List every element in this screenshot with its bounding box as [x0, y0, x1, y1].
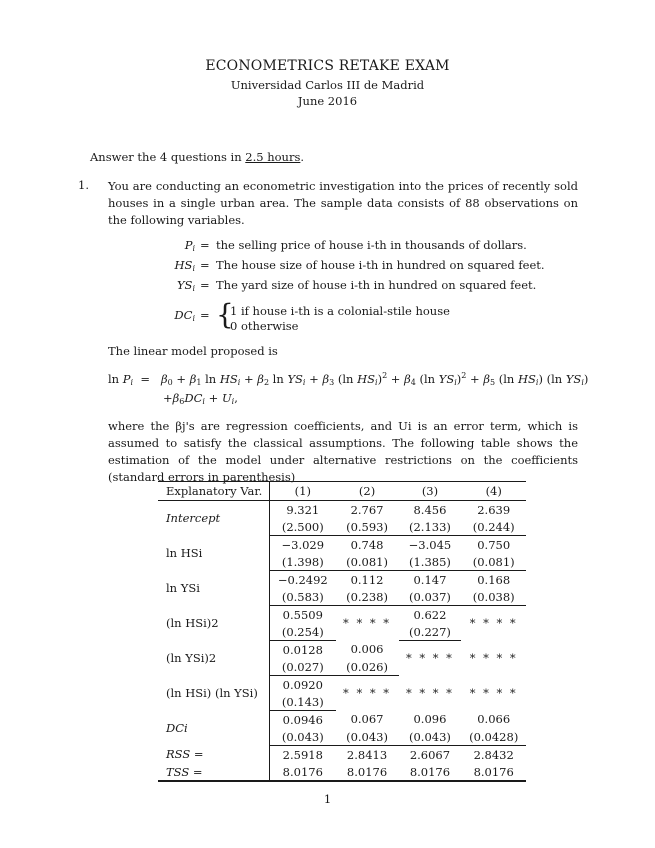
se-cell: (1.398)	[270, 553, 336, 571]
table-row-estimate	[158, 711, 526, 729]
se-cell: (0.244)	[461, 518, 526, 536]
estimate-cell: 2.639	[477, 502, 511, 517]
rss-cell: 2.8413	[346, 747, 388, 762]
estimation-table	[158, 481, 526, 782]
tss-cell: 8.0176	[336, 763, 399, 781]
table-row-estimate	[158, 676, 526, 694]
estimate-cell: 0.748	[350, 537, 384, 552]
variable-row: $P_i$ = the selling price of house i-th in thousands of dollars.	[184, 238, 527, 253]
model-equation-line-2: $+\beta_6DC_i + U_i$,	[163, 391, 238, 406]
column-header: (3)	[399, 482, 462, 501]
model-intro: The linear model proposed is	[108, 344, 278, 358]
se-cell: (0.081)	[336, 553, 399, 571]
variable-symbol: $P_i$	[184, 238, 195, 253]
row-label: (ln HSi) (ln YSi)	[158, 676, 270, 711]
tss-cell: 8.0176	[270, 763, 336, 781]
variable-symbol: $DC_i$	[174, 308, 195, 323]
column-header: (4)	[461, 482, 526, 501]
se-cell: (2.500)	[270, 518, 336, 536]
tss-cell: 8.0176	[461, 763, 526, 781]
model-note: where the βj's are regression coefficients, and Ui is an error term, which is assumed to satisfy the classical assumptions. The following table shows the estimation of the model under alternative restrictions on the coefficients (standard errors in parenthesis)	[108, 419, 578, 484]
variable-symbol: $HS_i$	[174, 258, 195, 273]
se-cell: (0.038)	[461, 588, 526, 606]
model-equation-line-1: $\ln P_i = \beta_0 + \beta_1$ $\ln HS_i + \beta_2$ $\ln YS_i + \beta_3$ (ln $HS_i)^2 + \beta_4$ (ln $YS_i)^2 + \beta_5$ (ln $HS_i$) (ln $YS_i$)	[108, 371, 589, 387]
estimate-cell: * * * *	[405, 651, 454, 666]
se-cell: (0.254)	[270, 623, 336, 641]
exam-instructions: Answer the 4 questions in 2.5 hours.	[90, 150, 305, 164]
estimate-cell: 2.767	[350, 502, 384, 517]
estimate-cell: 0.096	[413, 712, 447, 727]
row-label: Intercept	[158, 501, 270, 536]
row-label: (ln YSi)2	[158, 641, 270, 676]
se-cell: (0.026)	[336, 658, 399, 676]
rss-cell: 2.6067	[409, 747, 451, 762]
se-cell: (0.043)	[270, 728, 336, 746]
se-cell: (0.227)	[399, 623, 462, 641]
variable-symbol: $YS_i$	[176, 278, 195, 293]
se-cell: (0.043)	[399, 728, 462, 746]
estimate-cell: 0.0128	[282, 642, 323, 657]
row-label: (ln HSi)2	[158, 606, 270, 641]
se-cell: (0.583)	[270, 588, 336, 606]
table-row-tss	[158, 763, 526, 781]
variable-definitions	[150, 238, 570, 338]
estimate-cell: 0.0920	[282, 677, 323, 692]
exam-duration: 2.5 hours	[245, 150, 301, 164]
rss-cell: 2.8432	[473, 747, 514, 762]
page-number: 1	[323, 792, 332, 806]
estimate-cell: * * * *	[405, 686, 454, 700]
estimate-cell: 0.0946	[282, 712, 323, 727]
table-row-rss	[158, 746, 526, 764]
variable-definition: The yard size of house i-th in hundred on squared feet.	[216, 278, 537, 292]
question-number: 1.	[78, 178, 89, 192]
estimate-cell: 0.112	[350, 572, 384, 587]
row-label: TSS =	[158, 763, 270, 781]
question-text: You are conducting an econometric investigation into the prices of recently sold houses in a single urban area. The sample data consists of 88 observations on the following variables.	[108, 179, 578, 227]
rss-cell: 2.5918	[282, 747, 323, 762]
row-label: ln YSi	[158, 571, 270, 606]
row-label: ln HSi	[158, 536, 270, 571]
estimate-cell: −3.045	[408, 537, 452, 552]
se-cell: (0.0428)	[461, 728, 526, 746]
table-row-estimate	[158, 501, 526, 519]
estimate-cell: 8.456	[413, 502, 447, 517]
estimate-cell: −0.2492	[277, 572, 328, 587]
variable-row: $DC_i$ = { 1 if house i-th is a colonial-stile house 0 otherwise	[174, 298, 450, 333]
estimate-cell: 9.321	[286, 502, 320, 517]
brace-icon: {	[216, 298, 234, 331]
estimate-cell: 0.147	[413, 572, 447, 587]
table-row-estimate	[158, 571, 526, 589]
column-header: (2)	[336, 482, 399, 501]
row-label: DCi	[158, 711, 270, 746]
estimate-cell: −3.029	[281, 537, 325, 552]
variable-row: $YS_i$ = The yard size of house i-th in hundred on squared feet.	[176, 278, 537, 293]
estimate-cell: * * * *	[343, 686, 392, 701]
column-header: (1)	[270, 482, 336, 501]
se-cell: (0.027)	[270, 658, 336, 676]
tss-cell: 8.0176	[399, 763, 462, 781]
variable-definition: the selling price of house i-th in thousands of dollars.	[216, 238, 527, 252]
estimate-cell: 0.5509	[282, 607, 323, 622]
row-label: RSS =	[158, 746, 270, 764]
estimate-cell: 0.750	[477, 537, 511, 552]
university-name: Universidad Carlos III de Madrid	[230, 78, 425, 92]
se-cell: (0.143)	[270, 693, 336, 711]
estimate-cell: 0.168	[477, 572, 511, 587]
table-header-row	[158, 482, 526, 501]
se-cell: (2.133)	[399, 518, 462, 536]
estimate-cell: 0.067	[350, 712, 384, 727]
estimate-cell: * * * *	[469, 616, 518, 631]
table-row-estimate	[158, 536, 526, 554]
estimate-cell: 0.066	[477, 712, 511, 727]
variable-row: $HS_i$ = The house size of house i-th in hundred on squared feet.	[174, 258, 545, 273]
se-cell: (1.385)	[399, 553, 462, 571]
se-cell: (0.043)	[336, 728, 399, 746]
se-cell: (0.238)	[336, 588, 399, 606]
estimate-cell: 0.622	[413, 607, 447, 622]
table-row-estimate	[158, 606, 526, 624]
table-row-estimate	[158, 641, 526, 659]
column-header: Explanatory Var.	[158, 482, 270, 501]
estimate-cell: * * * *	[469, 651, 518, 665]
estimate-cell: 0.006	[350, 642, 384, 657]
se-cell: (0.037)	[399, 588, 462, 606]
exam-date: June 2016	[297, 94, 358, 108]
se-cell: (0.593)	[336, 518, 399, 536]
exam-title: ECONOMETRICS RETAKE EXAM	[205, 58, 450, 74]
dummy-cases: 1 if house i-th is a colonial-stile house 0 otherwise	[230, 304, 450, 333]
estimate-cell: * * * *	[469, 686, 518, 700]
se-cell: (0.081)	[461, 553, 526, 571]
variable-definition: The house size of house i-th in hundred on squared feet.	[216, 258, 545, 272]
estimate-cell: * * * *	[343, 616, 392, 631]
